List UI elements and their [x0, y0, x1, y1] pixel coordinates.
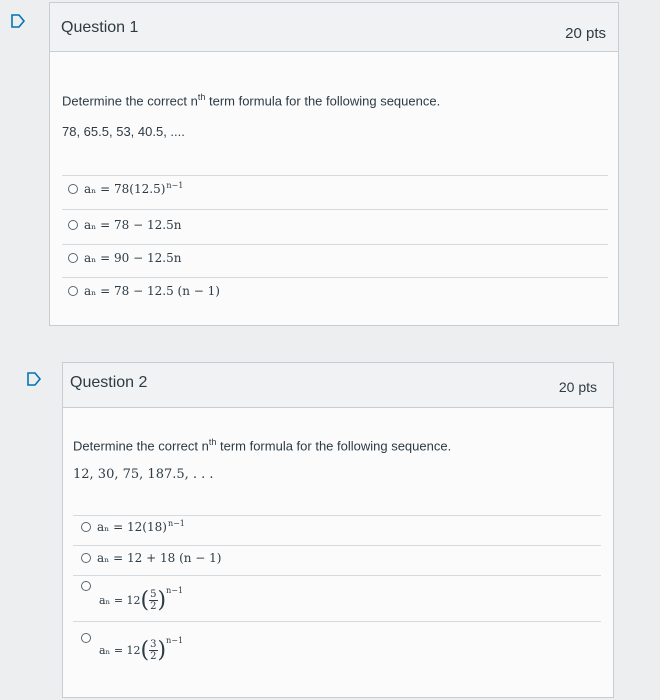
answer-option[interactable]: aₙ = 12(18) $^{n-1}$: [81, 520, 185, 534]
sequence-text: 78, 65.5, 53, 40.5, ....: [62, 124, 185, 139]
question-2-header: [63, 363, 613, 408]
question-points: 20 pts: [565, 25, 606, 42]
question-1-card: [49, 2, 619, 326]
question-title: Question 1: [61, 19, 139, 36]
radio-icon[interactable]: [68, 286, 78, 296]
flag-icon[interactable]: [10, 14, 26, 28]
answer-divider: [73, 545, 601, 546]
radio-icon[interactable]: [68, 253, 78, 263]
answer-option[interactable]: [81, 631, 183, 662]
radio-icon[interactable]: [68, 220, 78, 230]
radio-icon[interactable]: [68, 184, 78, 194]
answer-option[interactable]: aₙ = 90 − 12.5n: [68, 251, 181, 265]
formula: aₙ = 12 ( 3 2 ) $^{n-1}$: [99, 636, 184, 663]
answer-divider: [62, 175, 608, 176]
question-prompt: Determine the correct $n^{th}$ term formula for the following sequence.: [62, 92, 441, 109]
answer-divider: [73, 621, 601, 622]
radio-icon[interactable]: [81, 581, 91, 591]
question-2-card: [62, 362, 614, 698]
question-title: Question 2: [70, 374, 148, 391]
question-points: 20 pts: [558, 379, 597, 395]
radio-icon[interactable]: [81, 633, 91, 643]
answer-option[interactable]: aₙ = 78(12.5) $^{n-1}$: [68, 182, 183, 196]
answer-divider: [62, 209, 608, 210]
radio-icon[interactable]: [81, 553, 91, 563]
answer-option[interactable]: aₙ = 78 − 12.5n: [68, 218, 181, 232]
answer-divider: [73, 515, 601, 516]
radio-icon[interactable]: [81, 522, 91, 532]
sequence-text: 12, 30, 75, 187.5, . . .: [73, 467, 214, 482]
formula: aₙ = 12 ( 5 2 ) $^{n-1}$: [99, 586, 184, 613]
answer-option[interactable]: aₙ = 78 − 12.5 (n − 1): [68, 284, 220, 298]
question-prompt: Determine the correct $n^{th}$ term formula for the following sequence.: [73, 437, 452, 454]
answer-divider: [73, 575, 601, 576]
flag-icon[interactable]: [26, 372, 42, 386]
question-1-header: [50, 3, 618, 52]
answer-option[interactable]: [81, 579, 183, 612]
answer-option[interactable]: aₙ = 12 + 18 (n − 1): [81, 551, 221, 565]
answer-divider: [62, 244, 608, 245]
answer-divider: [62, 277, 608, 278]
